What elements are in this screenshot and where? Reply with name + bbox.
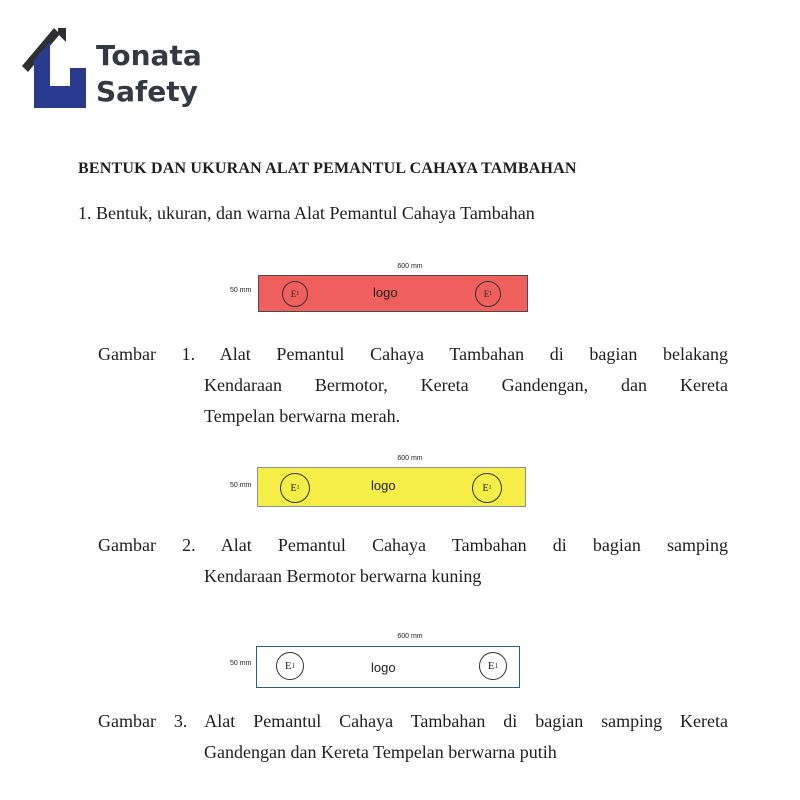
- figure-white-reflector: [230, 633, 530, 691]
- caption-line: Kendaraan Bermotor berwarna kuning: [204, 566, 482, 586]
- brand-name: [96, 38, 202, 110]
- approval-mark-left: E 1: [280, 473, 310, 503]
- figure-red-reflector: [230, 263, 530, 315]
- figure-1-caption: [98, 339, 728, 432]
- approval-mark-right: E 1: [475, 281, 501, 307]
- caption-line: Gambar 1. Alat Pemantul Cahaya Tambahan di bagian belakang: [98, 344, 728, 364]
- caption-line: Gambar 2. Alat Pemantul Cahaya Tambahan di bagian samping: [98, 535, 728, 555]
- figure-yellow-reflector: [230, 455, 530, 510]
- house-logo-icon: [20, 24, 90, 110]
- caption-line: Kendaraan Bermotor, Kereta Gandengan, dan Kereta: [204, 375, 728, 395]
- approval-mark-left: E 1: [276, 652, 304, 680]
- caption-line: Gandengan dan Kereta Tempelan berwarna putih: [204, 742, 557, 762]
- caption-line: Tempelan berwarna merah.: [204, 406, 401, 426]
- document-heading: BENTUK DAN UKURAN ALAT PEMANTUL CAHAYA TAMBAHAN: [78, 160, 577, 177]
- caption-line: Gambar 3. Alat Pemantul Cahaya Tambahan di bagian samping Kereta: [98, 711, 728, 731]
- logo-placeholder: logo: [371, 478, 396, 493]
- brand-logo: [20, 24, 210, 114]
- approval-mark-right: E 1: [479, 652, 507, 680]
- figure-3-caption: [98, 706, 728, 768]
- approval-mark-right: E 1: [472, 473, 502, 503]
- width-dimension-label: 600 mm: [397, 263, 423, 270]
- width-dimension-label: 600 mm: [397, 633, 423, 640]
- brand-name-line1: Tonata: [96, 39, 202, 72]
- list-item-1: 1. Bentuk, ukuran, dan warna Alat Pemantul Cahaya Tambahan: [78, 203, 535, 223]
- height-dimension-label: 50 mm: [230, 287, 252, 294]
- width-dimension-label: 600 mm: [397, 455, 423, 462]
- height-dimension-label: 50 mm: [230, 482, 252, 489]
- height-dimension-label: 50 mm: [230, 660, 252, 667]
- figure-2-caption: [98, 530, 728, 592]
- brand-name-line2: Safety: [96, 75, 198, 108]
- logo-placeholder: logo: [371, 660, 396, 675]
- approval-mark-left: E 1: [282, 281, 308, 307]
- logo-placeholder: logo: [373, 285, 398, 300]
